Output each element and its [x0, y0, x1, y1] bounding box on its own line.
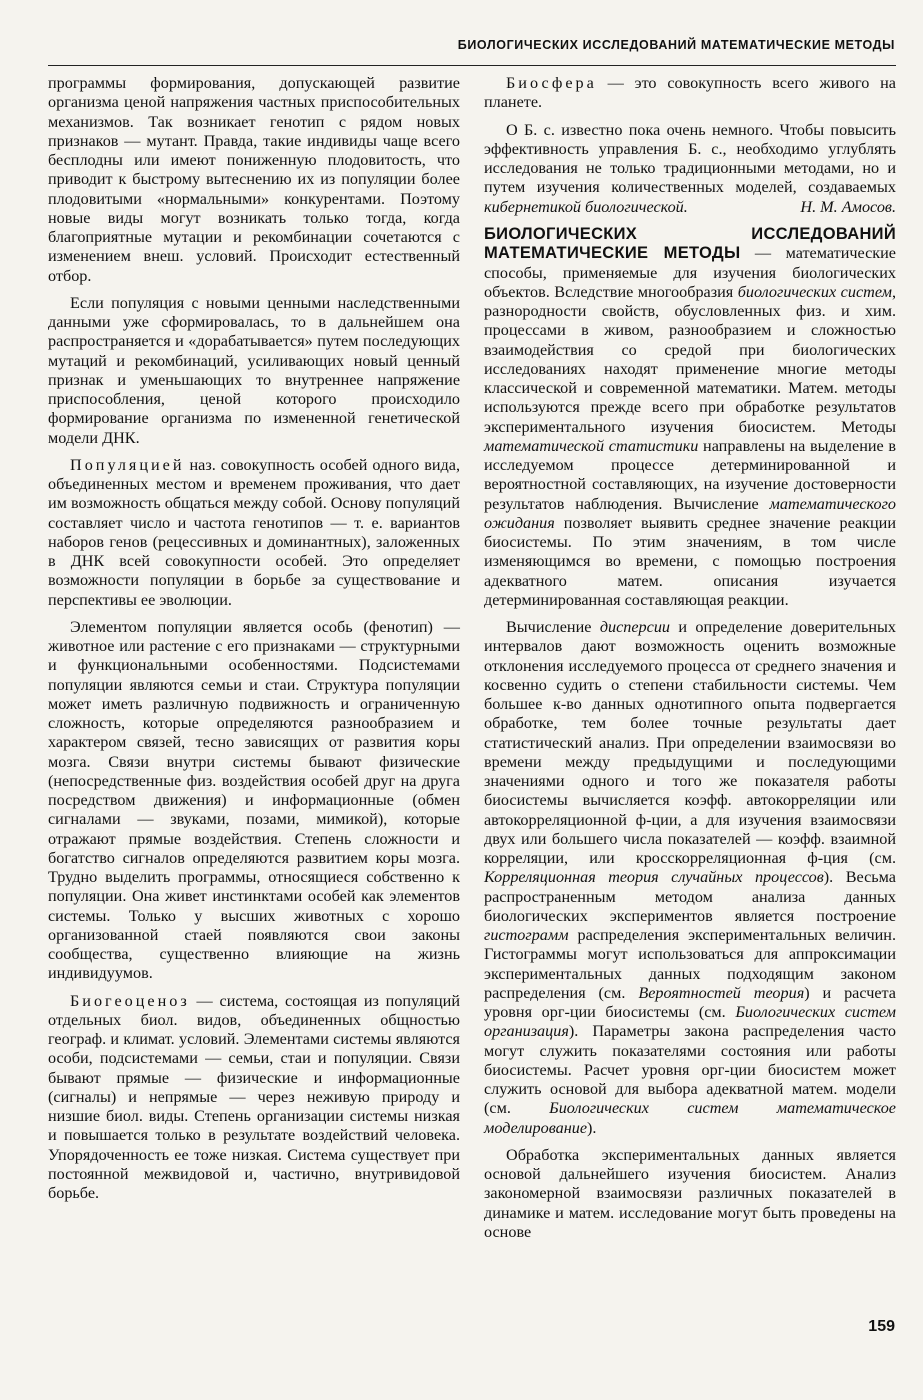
paragraph-text: ). Параметры закона распределения часто могут служить показателями состояния или работы биосистемы. Расчет уровня орг-ции биосистем может служить основой для выбора адекватной матем. модели (см. — [484, 1022, 896, 1118]
term-biogeocenoz: Биогеоценоз — [70, 991, 190, 1010]
header-rule — [48, 65, 896, 66]
paragraph-populyaciya — [48, 456, 460, 610]
paragraph: Если популяция с новыми ценными наследственными данными уже сформировалась, то в дальнейшем она распространяется и «дорабатывается» путем последующих мутаций и рекомбинаций, усиливающих новый ценный признак и уменьшающих то внутреннее напряжение приспособления, ценой которого происходило формирование организма по измененной генетической модели ДНК. — [48, 293, 460, 447]
running-head: БИОЛОГИЧЕСКИХ ИССЛЕДОВАНИЙ МАТЕМАТИЧЕСКИЕ МЕТОДЫ — [457, 38, 895, 52]
right-column — [484, 74, 896, 1250]
paragraph-text: — это совокупность всего живого на планете. — [484, 74, 896, 112]
paragraph-text: ) и расчета уровня орг-ции биосистемы (см. — [484, 983, 896, 1021]
page-header — [0, 38, 923, 66]
cross-reference: математической статистики — [484, 436, 699, 455]
cross-reference: Биологических систем математическое моделирование — [484, 1099, 896, 1137]
paragraph-text: — система, состоящая из популяций отдельных биол. видов, объединенных общностью географ. и климат. условий. Элементами системы являются особи, подсистемами — семьи, стаи и популяции. Связи бывают прямые — физические и информационные (сигналы) и непрямые — через неживую природу и низшие биол. виды. Степень организации системы низкая и повышается только в результате воздействий человека. Упорядоченность ее тоже низкая. Система существует при постоянной межвидовой и, частично, внутривидовой борьбе. — [48, 991, 460, 1202]
paragraph-text: , разнородности свойств, обусловленных физ. и хим. процессами в живом, разнообразием и сложностью взаимодействия со средой при биологических исследованиях находят применение многие методы классической и современной математики. Матем. методы используются прежде всего при обработке результатов экспериментального изучения биосистем. Методы — [484, 282, 896, 436]
paragraph-text: О Б. с. известно пока очень немного. Чтобы повысить эффективность управления Б. с., необходимо углублять исследования не только традиционными методами, но и путем изучения количественных моделей, создаваемых — [484, 120, 896, 197]
cross-reference: Вероятностей теория — [638, 983, 805, 1002]
paragraph-biogeocenoz — [48, 992, 460, 1204]
cross-reference: кибернетикой биологической. — [484, 197, 688, 216]
paragraph: Элементом популяции является особь (фенотип) — животное или растение с его признаками — структурными и функциональными особенностями. Подсистемами популяции являются семьи и стаи. Структура популяции может иметь различную подвижность и ограниченную сложность, которые определяются разнообразием и характером связей, тесно зависящих от развития коры мозга. Связи внутри системы бывают физические (непосредственные физ. воздействия особей друг на друга посредством движения) и информационные (обмен сигналами — звуками, позами, мимикой), которые отражают прямые воздействия. Степень сложности и богатство сигналов определяются развитием коры мозга. Трудно выделить программы, относящиеся собственно к популяции. Она живет инстинктами особей как элементов системы. Только у высших животных с хорошо организованной стаей появляются свои законы сообщества, существенно влияющие на жизнь индивидуумов. — [48, 617, 460, 983]
left-column — [48, 74, 460, 1211]
paragraph-text: Вычисление — [506, 618, 600, 636]
paragraph-text: и определение доверительных интервалов дают возможность оценить возможные отклонения исследуемого процесса от среднего значения и косвенно судить о степени стабильности системы. Чем большее к-во данных однотипного опыта подвергается обработке, тем более точные результаты дает статистический анализ. При определении взаимосвязи во времени между предыдущими и последующими значениями одного и того же показателя работы биосистемы вычисляется коэфф. автокорреляции или автокорреляционной ф-ции, а для изучения взаимосвязи двух или большего числа показателей — коэфф. взаимной корреляции, или кросскорреляционная ф-ция (см. — [484, 618, 896, 867]
cross-reference: Биологических систем организация — [484, 1003, 896, 1041]
author-signature: Н. М. Амосов. — [800, 197, 896, 216]
cross-reference: биологических систем — [737, 282, 892, 301]
cross-reference: математического ожидания — [484, 494, 896, 532]
paragraph-biosfera — [484, 74, 896, 113]
paragraph: Обработка экспериментальных данных является основой дальнейшего изучения биосистем. Анализ закономерной взаимосвязи различных показателей в динамике и матем. исследование могут быть проведены на основе — [484, 1145, 896, 1241]
paragraph-text: ). — [587, 1118, 597, 1137]
page-number: 159 — [868, 1318, 895, 1335]
paragraph-text: направлены на выделение в исследуемом процессе детерминированной и вероятностной составляющих, на изучение достоверности результатов наблюдения. Вычисление — [484, 436, 896, 513]
paragraph-text: — математические способы, применяемые для изучения биологических объектов. Вследствие многообразия — [484, 244, 896, 301]
paragraph-text: позволяет выявить среднее значение реакции биосистемы. По этим значениям, в том числе изменяющимся во времени, с помощью построения адекватного матем. описания изучается детерминированная составляющая реакции. — [484, 513, 896, 609]
article-definition — [484, 225, 896, 610]
paragraph — [484, 121, 896, 218]
paragraph-text: ). Весьма распространенным методом анализа данных биологических экспериментов является построение — [484, 868, 896, 925]
term-biosfera: Биосфера — [506, 74, 597, 92]
term-populyaciya: Популяцией — [70, 455, 185, 474]
cross-reference: Корреляционная теория случайных процессов — [484, 868, 824, 887]
paragraph — [484, 618, 896, 1138]
paragraph: программы формирования, допускающей развитие организма ценой напряжения частных приспособительных механизмов. Так возникает генотип с рядом новых признаков — мутант. Правда, такие индивиды чаще всего бесплодны или имеют пониженную плодовитость, что приводит к быстрому вытеснению их из популяции более плодовитыми «нормальными» конкурентами. Поэтому новые виды могут возникать только тогда, когда благоприятные мутации и рекомбинации сочетаются с изменением внеш. условий. Происходит естественный отбор. — [48, 74, 460, 285]
paragraph-text: распределения экспериментальных величин. Гистограммы могут использоваться для аппроксимации экспериментальных данных подходящим законом распределения (см. — [484, 926, 896, 1002]
paragraph-text: наз. совокупность особей одного вида, объединенных местом и временем проживания, что дает им возможность общаться между собой. Основу популяций составляет число и частота генотипов — т. е. вариантов наборов генов (рецессивных и доминантных), заложенных в ДНК всей совокупности особей. Это определяет возможности популяции в борьбе за существование и перспективы ее эволюции. — [48, 455, 460, 609]
cross-reference: гистограмм — [484, 926, 569, 944]
cross-reference: дисперсии — [599, 618, 671, 636]
article-title: БИОЛОГИЧЕСКИХ ИССЛЕДОВАНИЙ МАТЕМАТИЧЕСКИЕ МЕТОДЫ — [484, 225, 896, 263]
